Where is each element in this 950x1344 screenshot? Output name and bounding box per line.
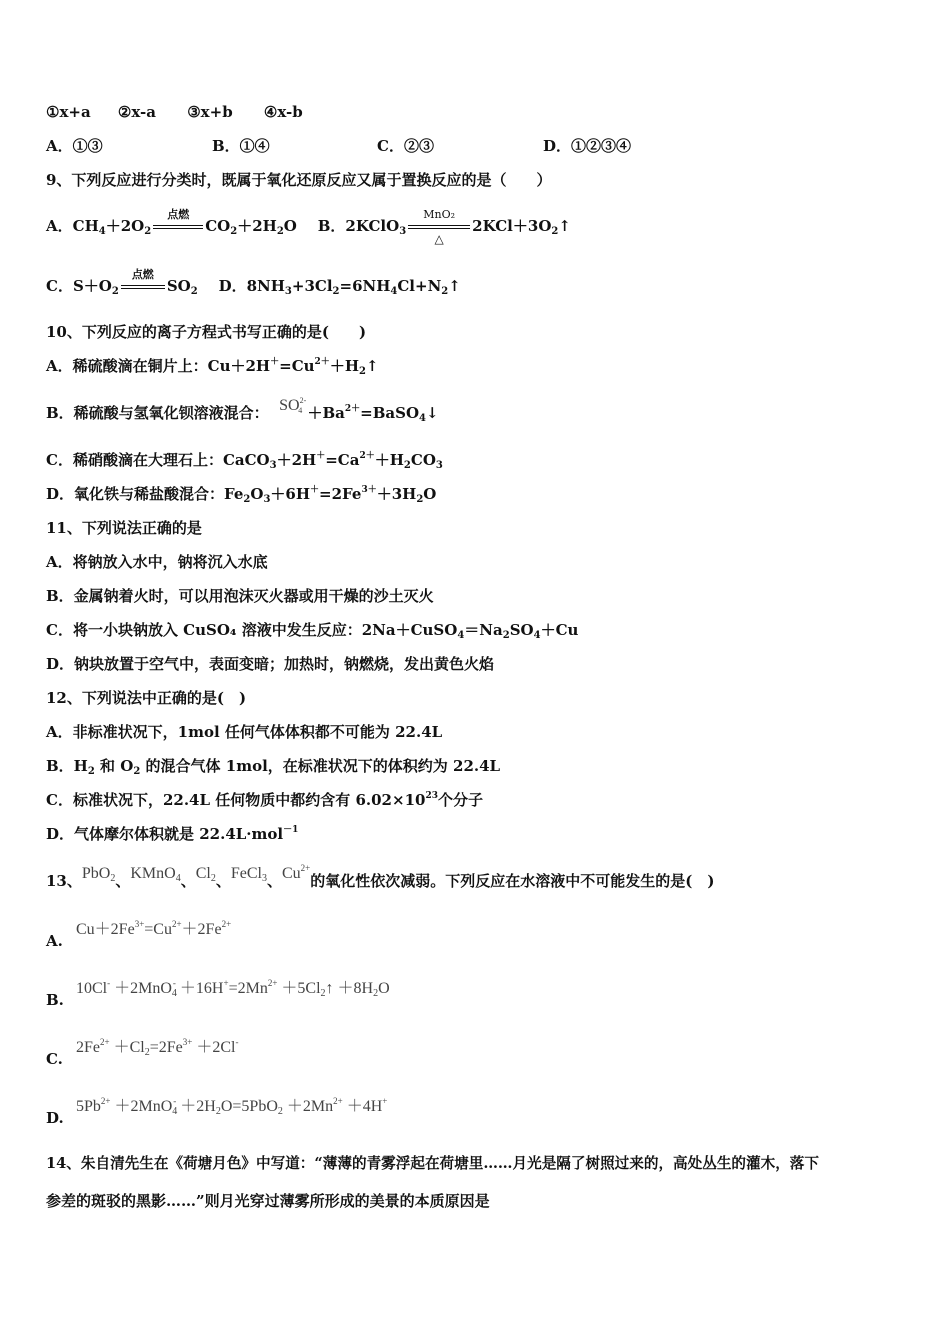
q12-option-b: B．$H_2$ 和 $O_2$ 的混合气体 1mol，在标准状况下的体积约为 22.4L [46,757,501,777]
q11-option-c: C．将一小块钠放入 CuSO₄ 溶液中发生反应：$2Na+CuSO_4=Na_2SO_4+Cu$ [46,621,579,641]
condition-heat-label: △ [434,232,444,246]
q12-option-d-text: D．气体摩尔体积就是 22.4L·mol [46,825,284,843]
q11-option-a: A．将钠放入水中，钠将沉入水底 [46,553,268,571]
q10-option-d: D．氧化铁与稀盐酸混合：$Fe_2O_3+6H^+=2Fe^{3+}+3H_2O$ [46,485,437,505]
q11-option-c-text: C．将一小块钠放入 CuSO₄ 溶液中发生反应： [46,621,362,639]
q13-option-a-label: A. [46,932,63,950]
q14-line-2: 参差的斑驳的黑影……”则月光穿过薄雾所形成的美景的本质原因是 [46,1192,490,1210]
q10-option-a: A．稀硫酸滴在铜片上：$Cu+2H^+=Cu^{2+}+H_2↑$ [46,357,379,377]
q8-option-a: A．①③ [46,137,103,155]
q8-item-2: ②x-a [117,103,156,121]
q12-stem: 12、下列说法中正确的是( ) [46,689,247,707]
q11-option-d: D．钠块放置于空气中，表面变暗；加热时，钠燃烧，发出黄色火焰 [46,655,495,673]
q8-option-b: B．①④ [212,137,270,155]
q9-stem: 9、下列反应进行分类时，既属于氧化还原反应又属于置换反应的是（ ） [46,171,552,189]
condition-mno2-label: MnO₂ [423,208,456,221]
q13-stem: 13、PbO$_2$、KMnO$_4$、$Cl_2$、FeCl$_3$、$Cu^{2+}$的氧化性依次减弱。下列反应在水溶液中不可能发生的是( ) [46,863,715,890]
q13-prefix: 13、 [46,872,82,890]
q10-option-b: B．稀硫酸与氢氧化钡溶液混合： $SO^{2-}_4$ $+Ba^{2+}=BaSO_4↓$ [46,396,439,424]
q12-option-c: C．标准状况下，22.4L 任何物质中都约含有 $6.02\times 10^{23}$个分子 [46,791,483,809]
q11-option-b: B．金属钠着火时，可以用泡沫灭火器或用干燥的沙土灭火 [46,587,434,605]
q10-option-c-text: C．稀硝酸滴在大理石上： [46,451,223,469]
q10-option-c: C．稀硝酸滴在大理石上：$CaCO_3+2H^+=Ca^{2+}+H_2CO_3$ [46,451,443,471]
condition-fire-c [121,268,165,297]
q8-item-4: ④x-b [263,103,303,121]
q13-option-c-equation: $2Fe^{2+} +Cl_2=2Fe^{3+} +2Cl^-$ [76,1037,239,1058]
q12-option-d: D．气体摩尔体积就是 22.4L·mol$^{-1}$ [46,825,299,843]
q8-option-d: D．①②③④ [543,137,632,155]
q12-option-c-tail: 个分子 [437,791,483,809]
q14-line-1: 14、朱自清先生在《荷塘月色》中写道：“薄薄的青雾浮起在荷塘里……月光是隔了树照过来的，高处丛生的灌木，落下 [46,1155,819,1172]
q13-option-c-label: C. [46,1050,63,1068]
condition-fire-label: 点燃 [131,268,154,281]
q10-stem: 10、下列反应的离子方程式书写正确的是( ) [46,323,367,341]
condition-fire-a [153,208,203,237]
q13-option-d-label: D. [46,1109,64,1127]
condition-fire-label: 点燃 [167,208,190,221]
q12-option-c-text: C．标准状况下，22.4L 任何物质中都约含有 6.02×10 [46,791,426,809]
q13-option-d-equation: $5Pb^{2+} +2MnO_4^- +2H_2O=5PbO_2 +2Mn^{2+} +4H^+$ [76,1096,388,1117]
q12-option-a: A．非标准状况下，1mol 任何气体体积都不可能为 22.4L [46,723,443,741]
q12-option-b-text: 的混合气体 1mol，在标准状况下的体积约为 22.4L [145,757,501,775]
q8-option-c: C．②③ [377,137,434,155]
q11-stem: 11、下列说法正确的是 [46,519,202,537]
q10-option-d-text: D．氧化铁与稀盐酸混合： [46,485,225,503]
q8-items-row [46,102,303,122]
q10-option-a-text: A．稀硫酸滴在铜片上： [46,357,208,375]
q8-item-1: ①x+a [46,103,91,121]
condition-mno2-heat [408,208,470,246]
q8-item-3: ③x+b [187,103,233,121]
q13-option-b-label: B. [46,991,64,1009]
q13-option-a-equation: $Cu+2Fe^{3+}=Cu^{2+}+2Fe^{2+}$ [76,919,232,938]
q9-options-cd: C．$S+O_2$ 点燃 $SO_2$ D．$8NH_3+3Cl_2=6NH_4Cl+N_2↑$ [46,276,461,297]
q10-option-b-text: B．稀硫酸与氢氧化钡溶液混合： [46,404,269,422]
q13-suffix: 的氧化性依次减弱。下列反应在水溶液中不可能发生的是( ) [310,872,715,890]
q13-option-b-equation: $10Cl^- +2MnO_4^- +16H^+=2Mn^{2+}$ $+5Cl_2↑ +8H_2O$ [76,978,390,999]
q9-options-ab: A．$CH_4+2O_2$ 点燃 $CO_2+2H_2O$ B．2KClO$_3$ MnO₂ △ $2KCl+3O_2↑$ [46,216,571,237]
